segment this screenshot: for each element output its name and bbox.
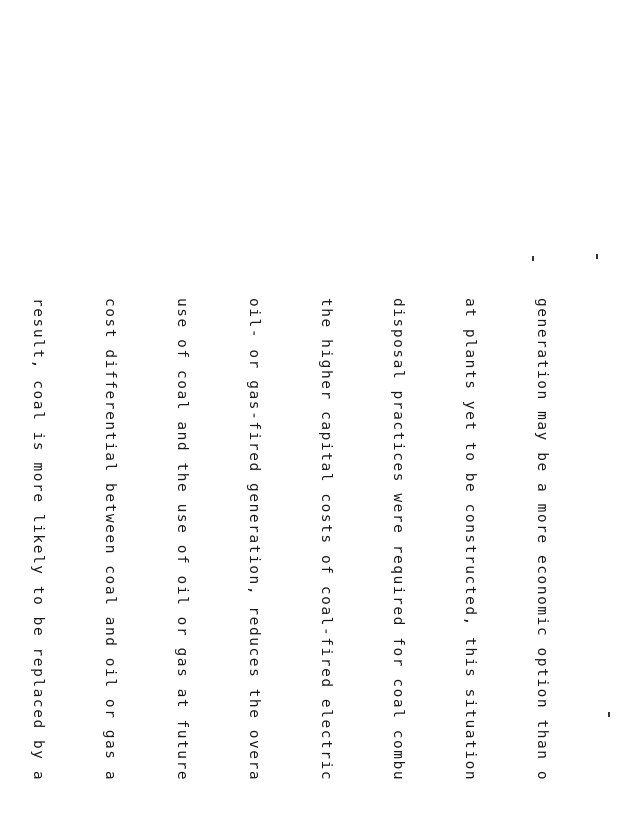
scan-speck bbox=[532, 256, 534, 261]
text-line: disposal practices were required for coal combu bbox=[390, 298, 406, 782]
text-line: the higher capital costs of coal-fired electric bbox=[318, 298, 334, 782]
text-line: cost differential between coal and oil or gas a bbox=[102, 298, 118, 782]
rotated-text-block bbox=[30, 298, 602, 838]
text-line: oil- or gas-fired generation, reduces the overa bbox=[246, 298, 262, 782]
text-line: result, coal is more likely to be replaced by a bbox=[30, 298, 46, 782]
text-line: at plants yet to be constructed, this situation bbox=[462, 298, 478, 782]
text-line: use of coal and the use of oil or gas at future bbox=[174, 298, 190, 782]
scan-speck bbox=[608, 712, 610, 717]
text-line: generation may be a more economic option than o bbox=[534, 298, 550, 782]
scan-speck bbox=[596, 254, 598, 259]
